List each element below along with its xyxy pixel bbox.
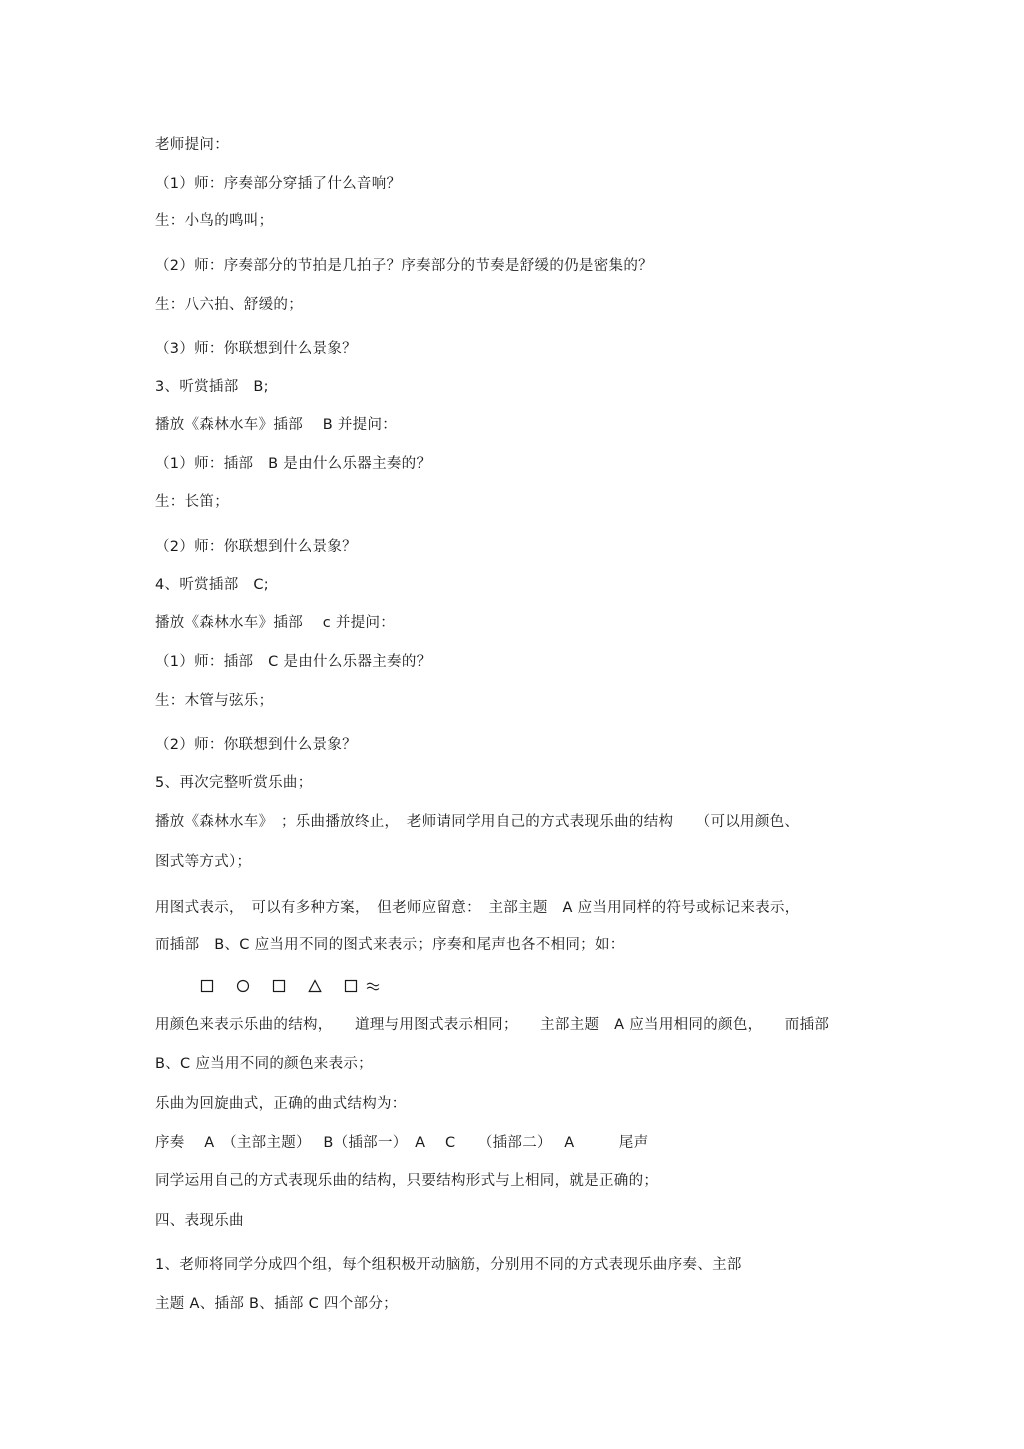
text-line: 乐曲为回旋曲式，正确的曲式结构为： — [155, 1096, 407, 1112]
text-line: （3）师：你联想到什么景象？ — [155, 341, 357, 357]
square-icon — [344, 979, 358, 993]
text-line: 播放《森林水车》 ；乐曲播放终止， 老师请同学用自己的方式表现乐曲的结构 （可以用颜色、 — [155, 814, 800, 830]
text-line: 生：长笛； — [155, 494, 229, 510]
text-line: 4、听赏插部 C; — [155, 577, 269, 593]
text-line: 生：小鸟的鸣叫； — [155, 213, 274, 229]
text-line: 序奏 A （主部主题） B（插部一） A C （插部二） A 尾声 — [155, 1135, 649, 1151]
text-line: （1）师：序奏部分穿插了什么音响？ — [155, 176, 402, 192]
text-line: （2）师：你联想到什么景象？ — [155, 539, 357, 555]
structure-symbols — [200, 975, 402, 997]
text-line: 生：木管与弦乐； — [155, 693, 274, 709]
wave-icon — [366, 979, 380, 993]
circle-icon — [236, 979, 250, 993]
text-line: 用图式表示， 可以有多种方案， 但老师应留意： 主部主题 A 应当用同样的符号或标记来表示， — [155, 900, 800, 916]
text-line: （1）师：插部 C 是由什么乐器主奏的？ — [155, 654, 432, 670]
triangle-icon — [308, 979, 322, 993]
text-line: 图式等方式）； — [155, 854, 252, 870]
text-line: 生：八六拍、舒缓的； — [155, 297, 303, 313]
text-line: 1、老师将同学分成四个组，每个组积极开动脑筋，分别用不同的方式表现乐曲序奏、主部 — [155, 1257, 742, 1273]
text-line: 3、听赏插部 B; — [155, 379, 269, 395]
text-line: B、C 应当用不同的颜色来表示； — [155, 1056, 373, 1072]
text-line: 5、再次完整听赏乐曲； — [155, 775, 313, 791]
square-icon — [272, 979, 286, 993]
text-line: （2）师：你联想到什么景象？ — [155, 737, 357, 753]
text-line: （2）师：序奏部分的节拍是几拍子？序奏部分的节奏是舒缓的仍是密集的？ — [155, 258, 653, 274]
text-line: 老师提问： — [155, 137, 229, 153]
square-icon — [200, 979, 214, 993]
text-line: 同学运用自己的方式表现乐曲的结构，只要结构形式与上相同，就是正确的； — [155, 1173, 659, 1189]
text-line: 用颜色来表示乐曲的结构， 道理与用图式表示相同； 主部主题 A 应当用相同的颜色， 而插部 — [155, 1017, 830, 1033]
text-line: 四、表现乐曲 — [155, 1213, 244, 1229]
text-line: 主题 A、插部 B、插部 C 四个部分； — [155, 1296, 398, 1312]
text-line: 播放《森林水车》插部 c 并提问： — [155, 615, 396, 631]
text-line: 播放《森林水车》插部 B 并提问： — [155, 417, 398, 433]
text-line: （1）师：插部 B 是由什么乐器主奏的？ — [155, 456, 432, 472]
text-line: 而插部 B、C 应当用不同的图式来表示；序奏和尾声也各不相同；如： — [155, 937, 625, 953]
